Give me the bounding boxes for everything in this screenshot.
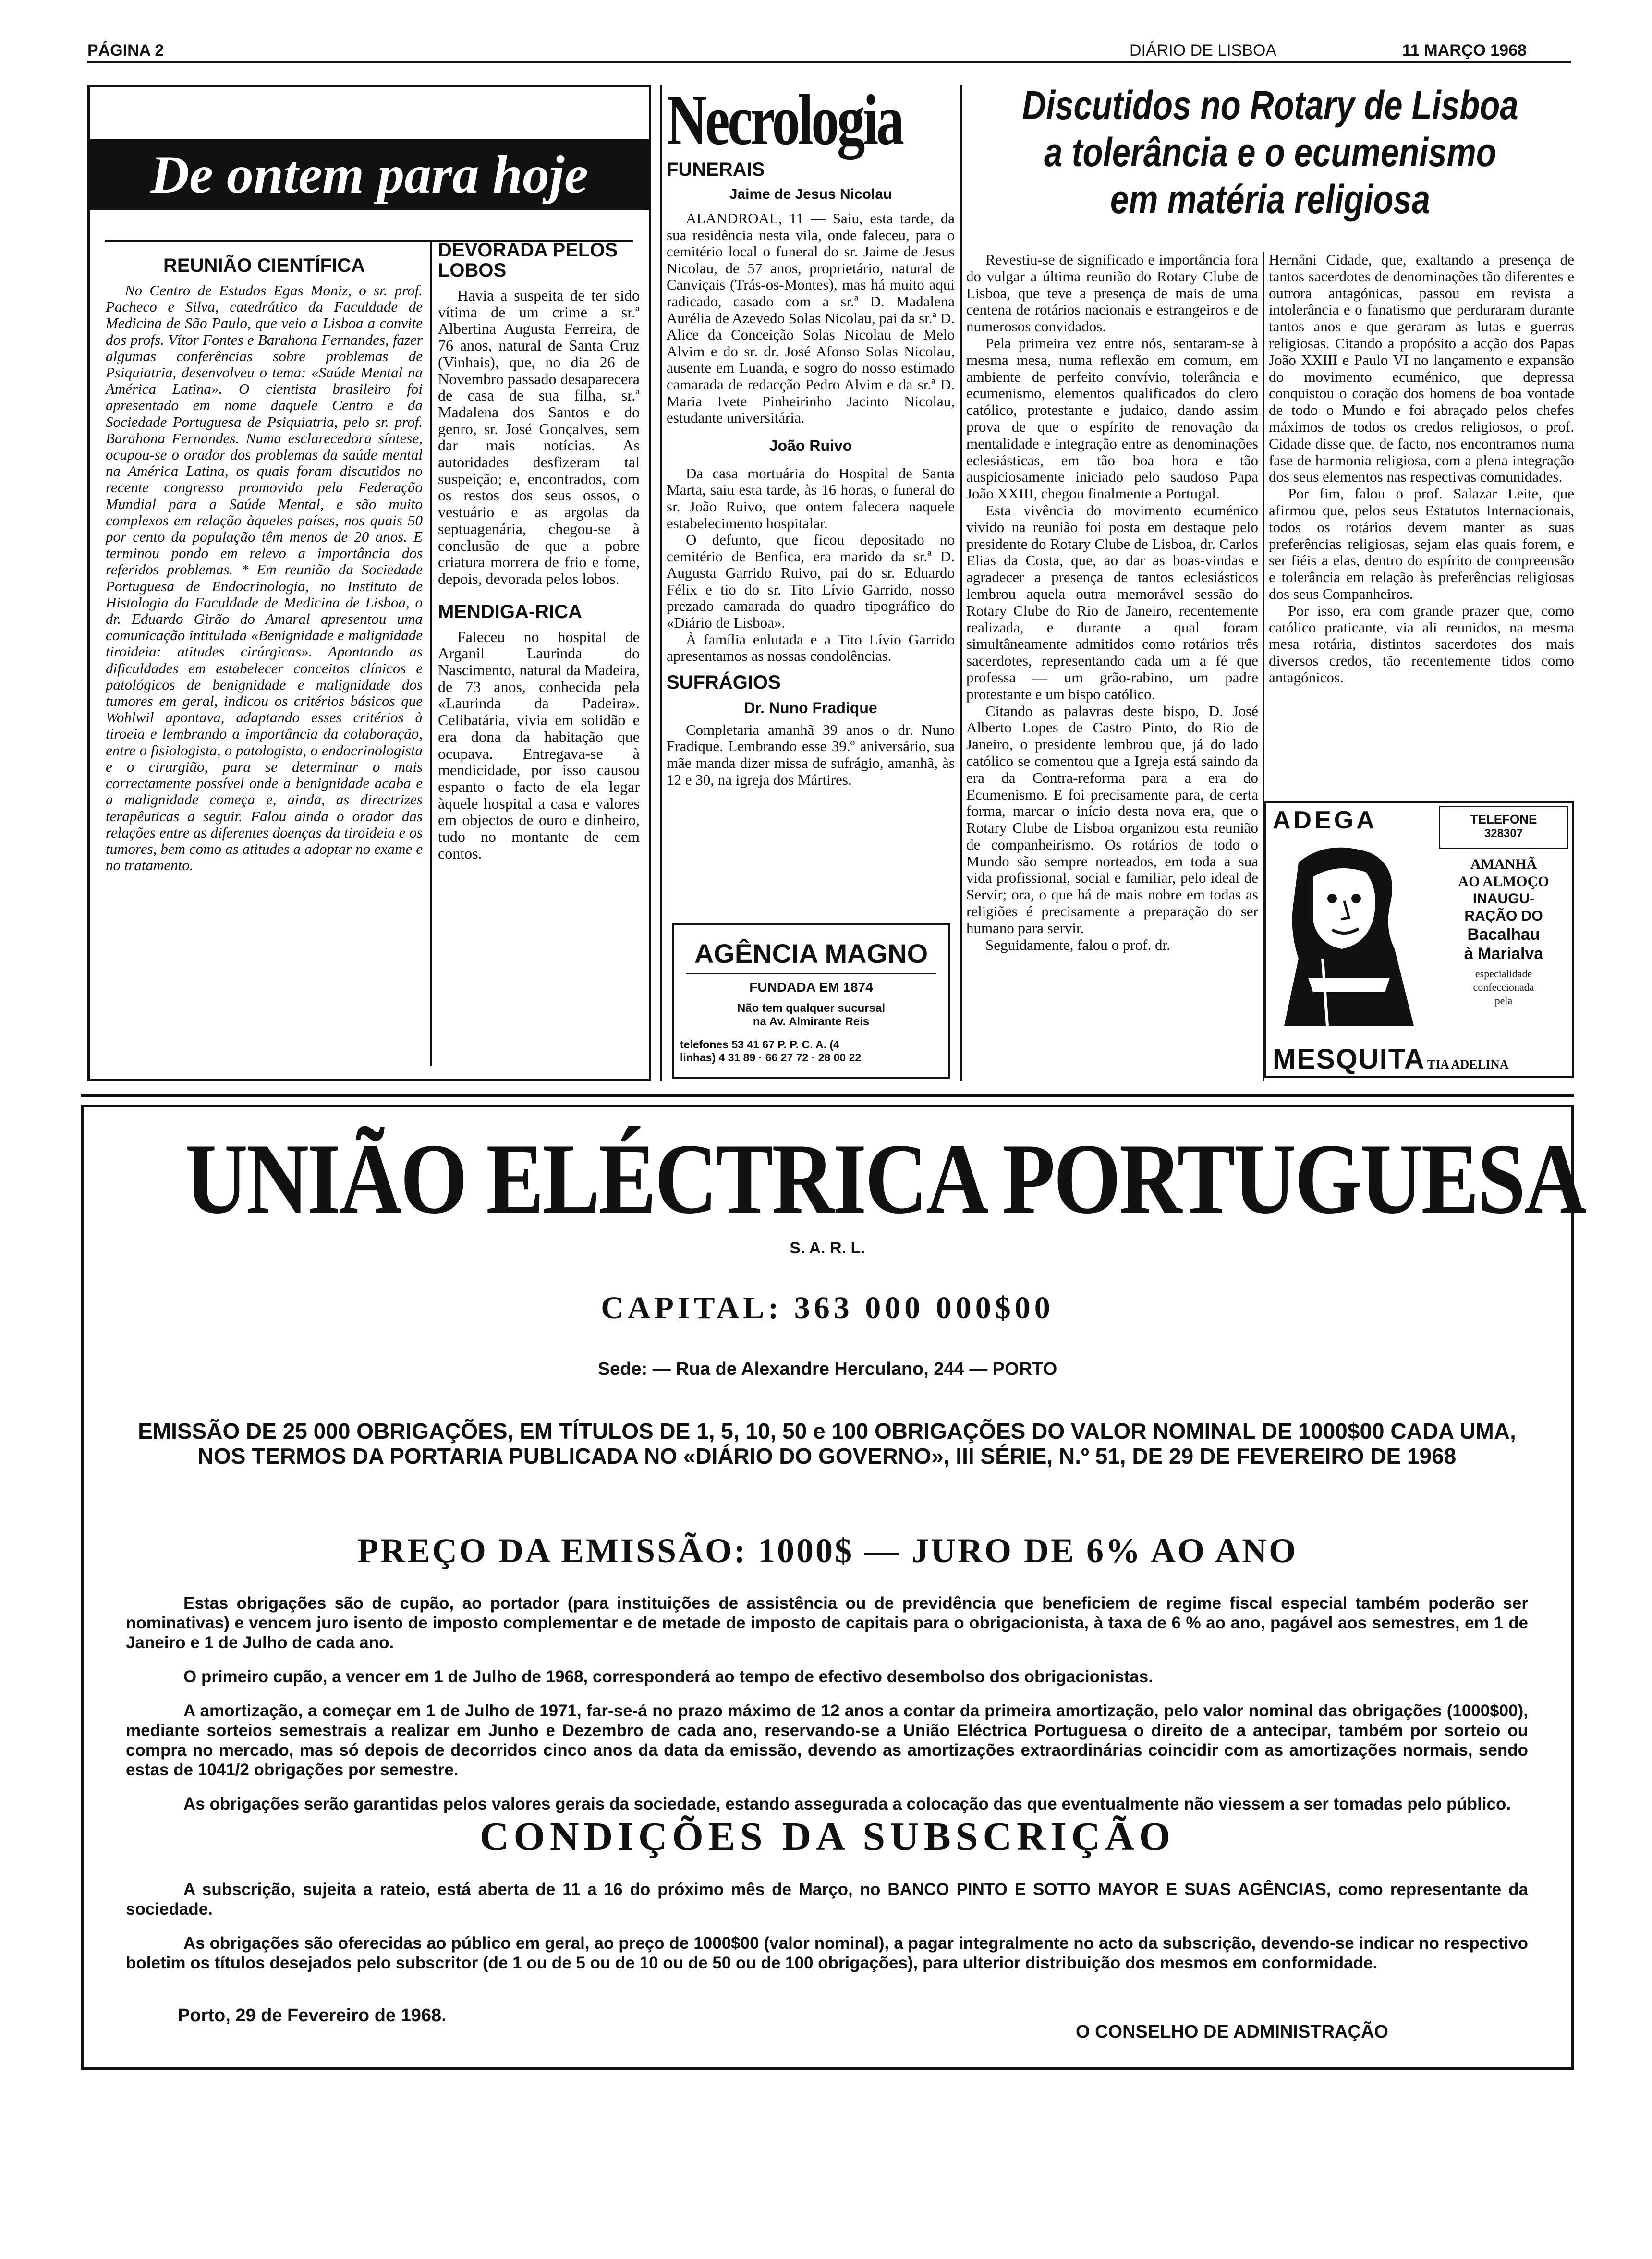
ontem-col2 [438,236,640,862]
adega-line8: confeccionada [1473,981,1534,993]
agencia-magno-ad [672,923,950,1079]
uep-p6: As obrigações são oferecidas ao público em geral, ao preço de 1000$00 (valor nominal), a pagar integralmente no acto da subscrição, devendo-se indicar no respectivo boletim os títulos desejados pelo subscritor (de 1 ou de 5 ou de 10 ou de 50 ou de 100 obrigações), para ulterior distribuição dos mesmos em conformidade. [126,1934,1528,1972]
uep-p2: O primeiro cupão, a vencer em 1 de Julho de 1968, corresponderá ao tempo de efectivo desembolso dos obrigacionistas. [183,1667,1153,1686]
sufragios-head: SUFRÁGIOS [667,671,781,693]
uep-condicoes: CONDIÇÕES DA SUBSCRIÇÃO [479,1814,1176,1859]
ruivo-text: Da casa mortuária do Hospital de Santa Marta, saiu esta tarde, às 16 horas, o funeral do sr. João Ruivo, que ontem falecera naquele estabelecimento hospitalar. O defunto, que ficou depositado no cemitério de Benfica, era marido da sr.ª D. Augusta Garrido Ruivo, pai do sr. Eduardo Félix e tio do sr. Tito Lívio Garrido, nosso prezado camarada do quadro tipográfico do «Diário de Lisboa». À família enlutada e a Tito Lívio Garrido apresentamos as nossas condolências. [667,464,955,665]
ontem-col1 [106,252,423,874]
fradique-text: Completaria amanhã 39 anos o dr. Nuno Fradique. Lembrando esse 39.º aniversário, sua mãe manda dizer missa de sufrágio, amanhã, às 12 e 30, na igreja dos Mártires. [667,721,955,788]
agencia-name: AGÊNCIA MAGNO [694,938,928,969]
uep-sede: Sede: — Rua de Alexandre Herculano, 244 — PORTO [597,1359,1057,1379]
mendiga-text: Faleceu no hospital de Arganil Laurinda do Nascimento, natural da Madeira, de 73 anos, conhecida pela «Laurinda da Padeira». Celibatária, vivia em solidão e era dona da habitação que ocupava. Entregava-se à mendicidade, por isso causou espanto o facto de ela legar àquele hospital a casa e valores em objectos de ouro e dinheiro, tudo no montante de cem contos. [438,628,640,862]
adega-title: ADEGA [1273,806,1377,834]
adega-ad [1264,801,1574,1078]
ruivo-name: João Ruivo [769,437,852,454]
adega-brand-row [1273,1043,1570,1075]
funerais-head: FUNERAIS [667,159,765,180]
nicolau-text: ALANDROAL, 11 — Saiu, esta tarde, da sua residência nesta vila, onde faleceu, para o cemitério local o funeral do sr. Jaime de Jesus Nicolau, de 57 anos, proprietário, natural de Canviçais (Trás-os-Montes), mas há muito aqui radicado, casado com a sr.ª D. Madalena Aurélia de Azevedo Solas Nicolau, pai da sr.ª D. Alice da Conceição Solas Nicolau de Melo Alvim e do sr. dr. José Afonso Solas Nicolau, ausente em Luanda, e sogro do nosso estimado camarada de redacção Pedro Alvim e da sr.ª D. Maria Ivete Pinheirinho Jacinto Nicolau, estudante universitária. [667,210,955,426]
devorada-head: DEVORADA PELOS LOBOS [438,240,618,281]
rotary-col1-text: Revestiu-se de significado e importância fora do vulgar a última reunião do Rotary Clube de Lisboa, que teve a presença de mais de uma centena de rotários nacionais e estrangeiros e de numerosos convidados. Pela primeira vez entre nós, sentaram-se à mesma mesa, numa reflexão em comum, em ambiente de perfeito convívio, tolerância e ecumenismo, elementos qualificados do clero católico, protestante e judaico, dando assim prova de que o espírito de renovação da mentalidade e integração entre as denominações eclesiásticas, em tão boa hora e tão auspiciosamente iniciado pelo saudoso Papa João XXIII, chegou finalmente a Portugal. Esta vivência do movimento ecuménico vivido na reunião foi posta em destaque pelo presidente do Rotary Clube de Lisboa, dr. Carlos Elias da Costa, que, ao dar as boas-vindas e agradecer a presença de tantos eclesiásticos lembrou aquela outra memorável sessão do Rotary Clube do Rio de Janeiro, recentemente realizada, e durante a qual foram simultâneamente admitidos como rotários três sacerdotes, representando cada um a fé que professa — um grão-rabino, um padre protestante e um bispo católico. Citando as palavras deste bispo, D. José Alberto Lopes de Castro Pinto, do Rio de Janeiro, o presidente lembrou que, já do lado católico se comentou que a Igreja está saindo da era da Contra-reforma para a era do Ecumenismo. E foi precisamente para, de certa forma, marcar o início desta nova era, que o Rotary Clube de Lisboa organizou esta reunião de companheirismo. Os rotários de todo o Mundo são sempre norteados, em toda a sua vida profissional, social e familiar, pelo ideal de Servir; ora, o que há de mais nobre em todas as religiões é precisamente a preparação do ser humano para servir. Seguidamente, falou o prof. dr. [966,251,1258,953]
rotary-col2 [1269,252,1574,686]
adega-line2: AO ALMOÇO [1458,874,1549,889]
adega-line3: INAUGU- [1472,891,1535,907]
rotary-title-2: a tolerância e o ecumenismo [1044,130,1496,175]
adega-line4: RAÇÃO DO [1464,908,1543,924]
uep-body2 [126,1880,1528,1987]
adega-line7: especialidade [1475,968,1532,980]
necrologia-title: Necrologia [667,80,902,160]
uep-emissao: EMISSÃO DE 25 000 OBRIGAÇÕES, EM TÍTULOS DE 1, 5, 10, 50 e 100 OBRIGAÇÕES DO VALOR NOMINAL DE 1000$00 CADA UMA, NOS TERMOS DA PORTARIA PUBLICADA NO «DIÁRIO DO GOVERNO», III SÉRIE, N.º 51, DE 29 DE FEVEREIRO DE 1968 [138,1419,1516,1469]
masthead-rule [87,61,1571,63]
issue-date: 11 MARÇO 1968 [1402,41,1527,60]
uep-capital: CAPITAL: 363 000 000$00 [601,1290,1054,1325]
agencia-phones2: linhas) 4 31 89 · 66 27 72 · 28 00 22 [680,1051,862,1064]
uep-local: Porto, 29 de Fevereiro de 1968. [178,2005,447,2026]
newspaper-name: DIÁRIO DE LISBOA [1130,41,1277,60]
fradique-name: Dr. Nuno Fradique [744,699,877,717]
rotary-col1 [966,252,1258,953]
ontem-col-divider [430,240,432,1066]
col-divider-1 [660,85,662,1081]
adega-line9: pela [1494,995,1513,1007]
rotary-title-3: em matéria religiosa [1110,177,1431,222]
rotary-col2-text: Hernâni Cidade, que, exaltando a presença de tantos sacerdotes de denominações tão diferentes e outrora antagónicas, passou em revista a intolerância e o fanatismo que perduraram durante tantos anos e que geraram as lutas e guerras religiosas. Citando a propósito a acção dos Papas João XXIII e Paulo VI no lançamento e expansão do movimento ecuménico, que depressa conquistou o coração dos homens de boa vontade de todo o Mundo e foi abraçado pelos chefes máximos de todos os credos religiosos, o prof. Cidade disse que, de facto, nos encontramos numa fase de harmonia religiosa, com a plena integração dos seus elementos nas respectivas comunidades. Por fim, falou o prof. Salazar Leite, que afirmou que, pelos seus Estatutos Internacionais, todos os rotários devem manter as suas preferências religiosas, sejam elas quais forem, e ser fiéis a elas, dentro do espírito de compreensão e tolerância em relação às preferências religiosas dos seus Companheiros. Por isso, era com grande prazer que, como católico praticante, via ali reunidos, na mesma mesa rotária, distintos sacerdotes dos mais diversos credos, tão recentemente tidos como antagónicos. [1269,251,1574,686]
adega-line6: à Marialva [1464,945,1543,963]
uep-conselho: O CONSELHO DE ADMINISTRAÇÃO [1076,2022,1388,2042]
rotary-title-1: Discutidos no Rotary de Lisboa [1022,83,1518,128]
adega-line1: AMANHÃ [1470,856,1537,872]
adega-brand-tail: TIA ADELINA [1427,1057,1509,1071]
agencia-founded: FUNDADA EM 1874 [749,980,873,995]
mendiga-head: MENDIGA-RICA [438,601,582,622]
uep-p1: Estas obrigações são de cupão, ao portador (para instituições de assistência ou de previdência que beneficiem de regime fiscal especial também poderão ser nominativas) e vencem juro isento de imposto complementar e de metade de imposto de capitais para o obrigacionista, à taxa de 6 % ao ano, pagável aos semestres, em 1 de Janeiro e 1 de Julho de cada ano. [126,1594,1528,1652]
necrologia-column [667,82,955,788]
uep-p3: A amortização, a começar em 1 de Julho de 1971, far-se-á no prazo máximo de 12 anos a contar da primeira amortização, pelo valor nominal das obrigações (1000$00), mediante sorteios semestrais a realizar em Junho e Dezembro de cada ano, reservando-se a União Eléctrica Portuguesa o direito de a antecipar, também por sorteio ou compra no mercado, mas só depois de decorridos cinco anos da data da emissão, devendo as amortizações extraordinárias coincidir com as amortizações normais, sendo estas de 1041/2 obrigações por semestre. [126,1701,1528,1779]
uep-preco: PREÇO DA EMISSÃO: 1000$ — JURO DE 6% AO ANO [357,1531,1298,1570]
adega-menu [1439,856,1568,1008]
ad-top-rule [81,1094,1574,1097]
uep-p5: A subscrição, sujeita a rateio, está aberta de 11 a 16 do próximo mês de Março, no BANCO PINTO E SOTTO MAYOR E SUAS AGÊNCIAS, como representante da sociedade. [126,1880,1528,1919]
page-number: PÁGINA 2 [87,41,164,60]
nicolau-name: Jaime de Jesus Nicolau [729,186,892,202]
adega-tel-box [1439,806,1568,849]
adega-line5: Bacalhau [1467,925,1540,944]
uep-title: UNIÃO ELÉCTRICA PORTUGUESA [185,1123,1585,1235]
uep-sarl: S. A. R. L. [790,1239,865,1257]
col-divider-2 [960,85,962,1081]
adega-tel-label: TELEFONE [1470,812,1537,826]
agencia-rule [686,973,936,974]
uep-p4: As obrigações serão garantidas pelos valores gerais da sociedade, estando assegurada a colocação das que eventualmente não viessem a ser tomadas pelo público. [183,1795,1511,1813]
reuniao-head: REUNIÃO CIENTÍFICA [163,255,365,276]
caricature-illustration [1270,834,1428,1035]
adega-brand: MESQUITA [1273,1044,1425,1075]
uep-body [126,1593,1528,1828]
devorada-text: Havia a suspeita de ter sido vítima de um crime a sr.ª Albertina Augusta Ferreira, de 76 anos, natural de Santa Cruz (Vinhais), que, no dia 26 de Novembro passado desaparecera de casa de sua filha, sr.ª Madalena dos Santos e do genro, sr. José Gonçalves, sem dar mais notícias. As autoridades desfizeram tal suspeição; e, encontrados, com os restos dos seus ossos, o vestuário e as argolas da septuagenária, chegou-se à conclusão de que a pobre criatura morrera de frio e fome, depois, devorada pelos lobos. [438,287,640,587]
agencia-phones1: telefones 53 41 67 P. P. C. A. (4 [680,1038,839,1051]
adega-tel: 328307 [1484,827,1523,840]
agencia-note1: Não tem qualquer sucursal [737,1002,886,1015]
reuniao-text: No Centro de Estudos Egas Moniz, o sr. prof. Pacheco e Silva, catedrático da Faculdade de Medicina de São Paulo, que veio a Lisboa a convite dos profs. Vítor Fontes e Barahona Fernandes, fazer algumas conferências sobre problemas de Psiquiatria, desenvolveu o tema: «Saúde Mental na América Latina». O cientista brasileiro foi apresentado em nome daquele Centro e da Sociedade Portuguesa de Psiquiatria, pelo sr. prof. Barahona Fernandes. Numa esclarecedora síntese, ocupou-se o orador dos problemas da saúde mental na América Latina, os quais foram discutidos no recente congresso promovido pela Federação Mundial para a Saúde Mental, e são muito complexos em relação àqueles países, nos quais 50 por cento da população têm menos de 20 anos. E terminou pondo em relevo a importância dos referidos problemas. * Em reunião da Sociedade Portuguesa de Endocrinologia, no Instituto de Histologia da Faculdade de Medicina de Lisboa, o dr. Eduardo Girão do Amaral apresentou uma comunicação intitulada «Benignidade e malignidade tiroideia: atitudes cirúrgicas». Apontando as dificuldades em estabelecer conceitos clínicos e patológicos de benignidade e malignidade dos tumores em geral, indicou os critérios básicos que Wohlwil apontava, adaptando esses critérios à tiroeia e lembrando a importância da colaboração, entre o fisiologista, o patologista, o endocrinologista e o cirurgião, para se determinar o mais correctamente possível onde a benignidade acaba e a malignidade começa e, ainda, as directrizes terapêuticas a seguir. Falou ainda o orador das relações entre as diferentes doenças da tiroideia e os tumores, bem como as atitudes a adoptar no exame e no tratamento. [106,282,423,874]
rotary-headline [965,82,1575,223]
ontem-banner: De ontem para hoje [87,139,651,210]
agencia-note2: na Av. Almirante Reis [753,1015,870,1028]
